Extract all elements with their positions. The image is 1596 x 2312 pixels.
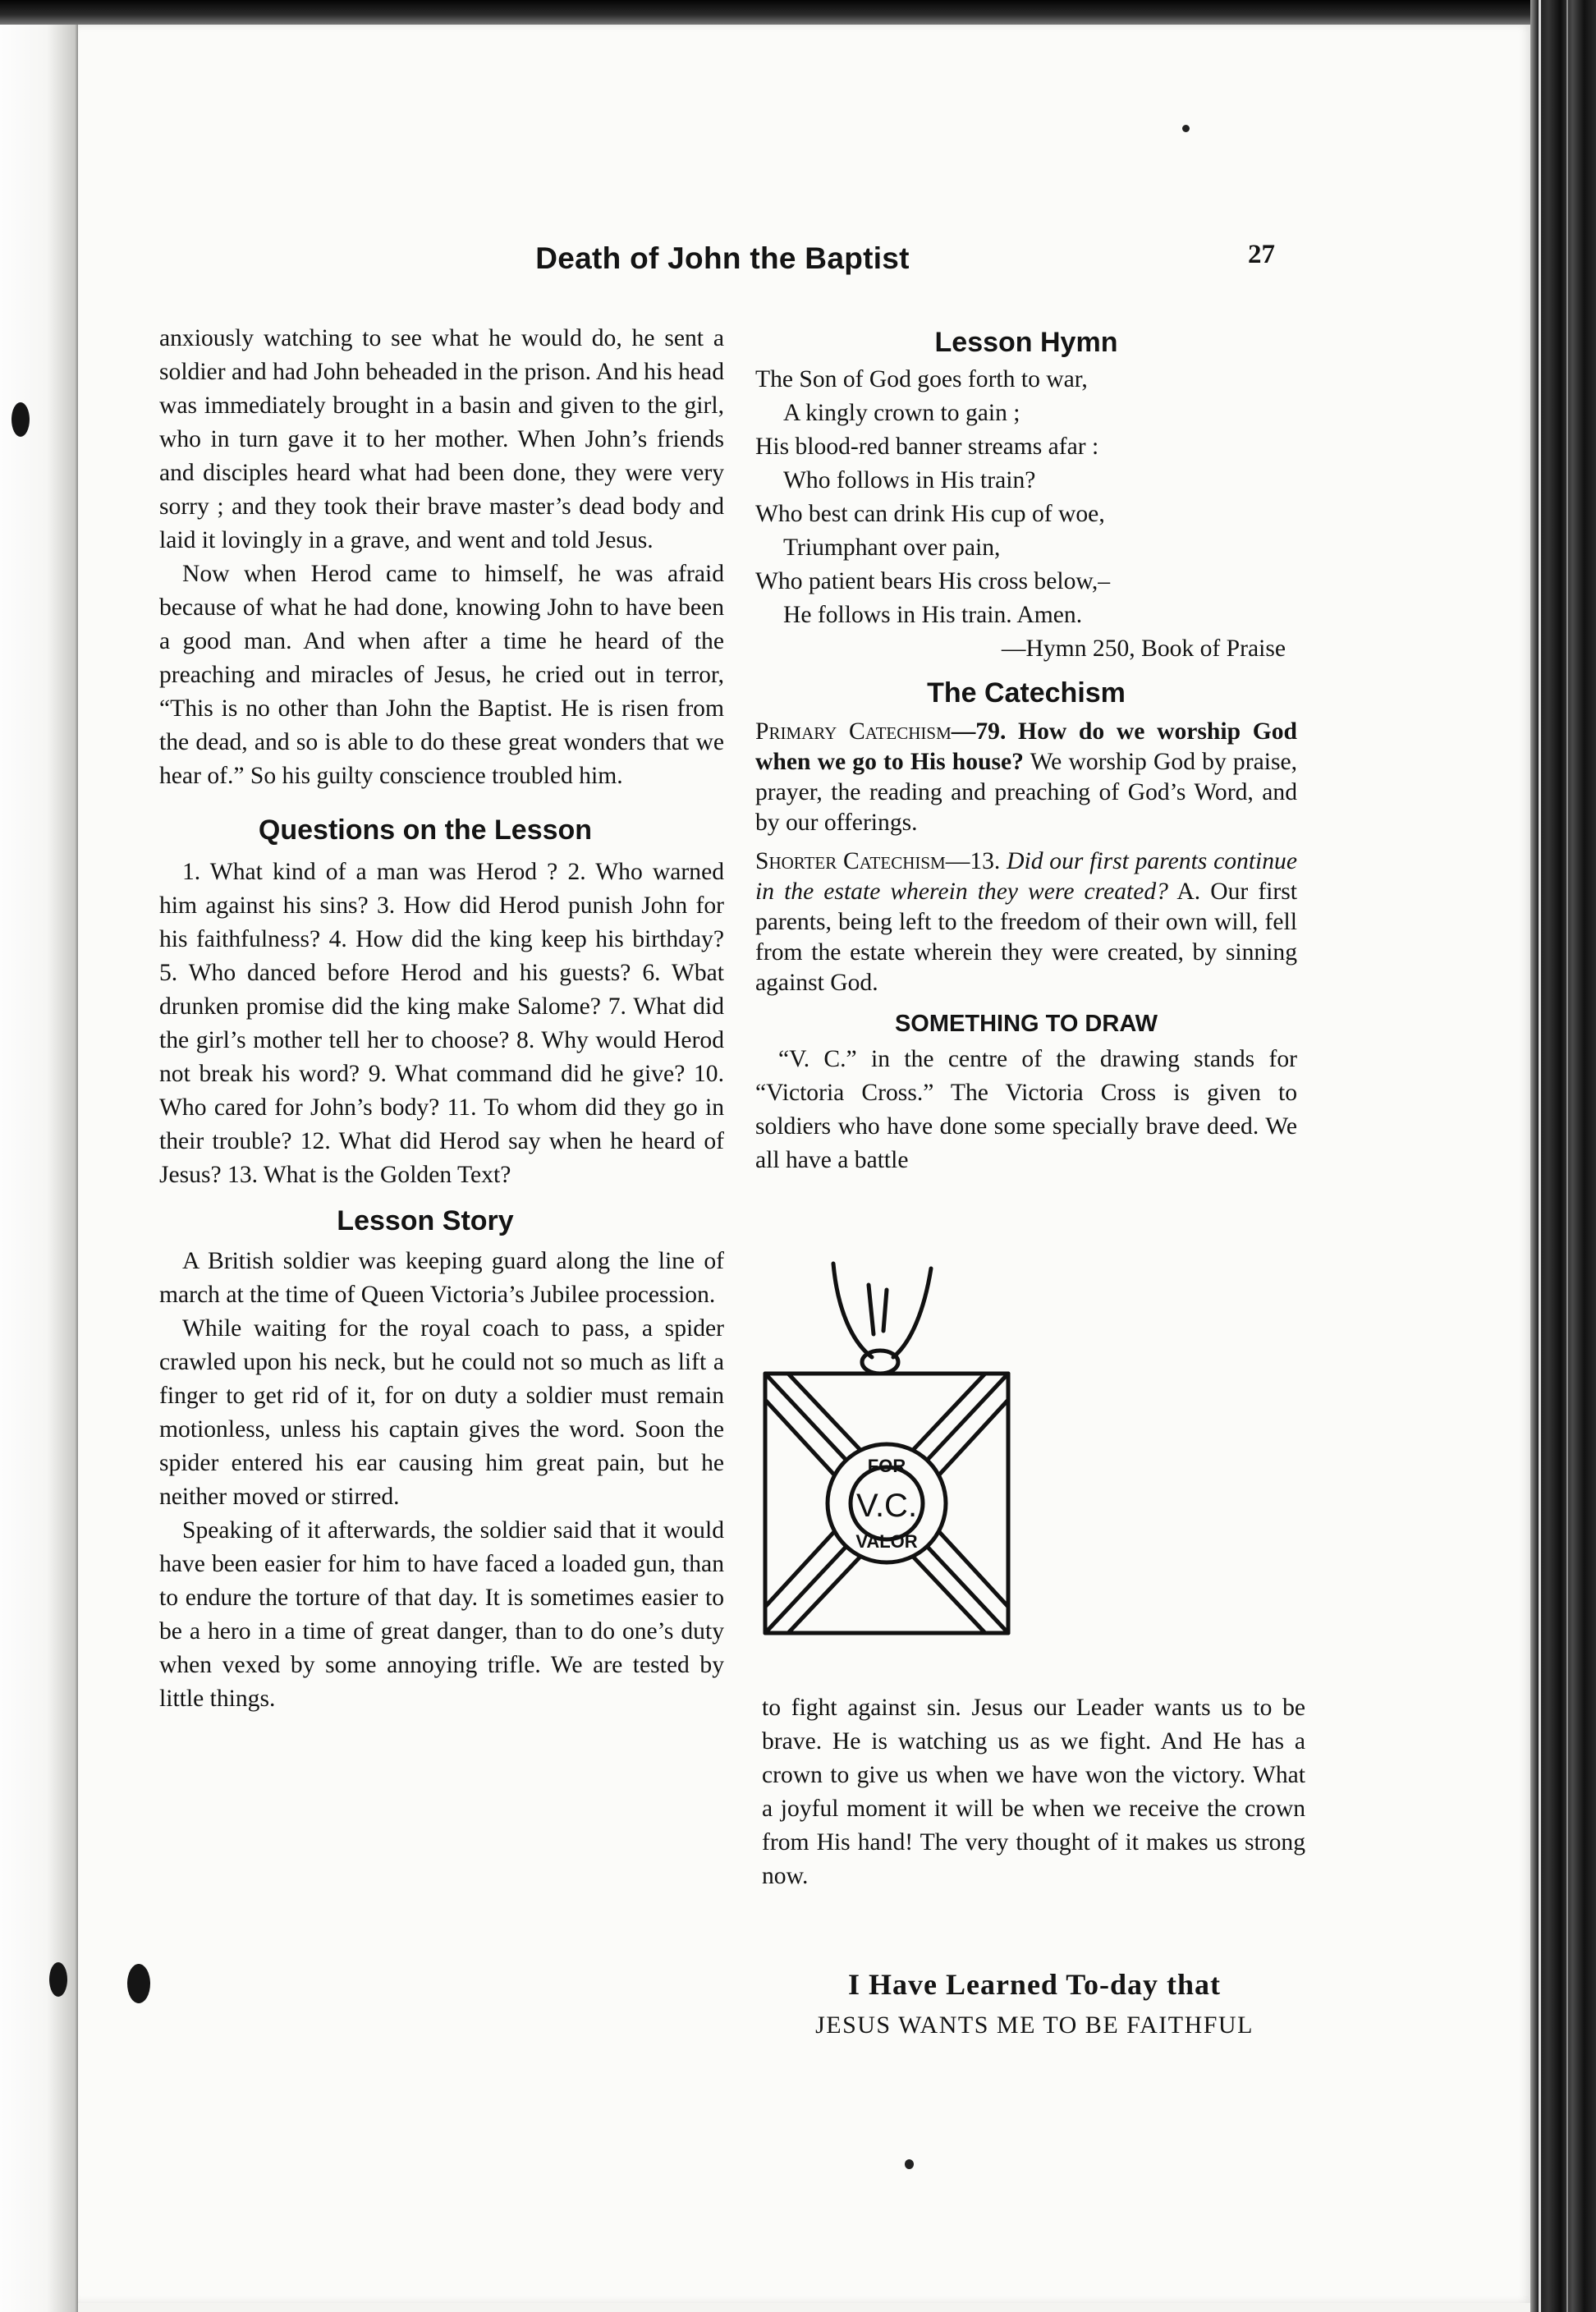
right-column xyxy=(755,322,1297,1177)
hymn-line: Who follows in His train? xyxy=(783,467,1036,493)
lesson-story-heading: Lesson Story xyxy=(337,1205,514,1236)
questions-heading: Questions on the Lesson xyxy=(258,814,593,846)
primary-catechism xyxy=(755,717,1297,838)
draw-paragraph: “V. C.” in the centre of the drawing stands for “Victoria Cross.” The Victoria Cross is given to soldiers who have done some specially brave deed. We all have a battle xyxy=(755,1046,1297,1173)
primary-catechism-number: —79. xyxy=(951,718,1007,745)
binding-hole xyxy=(11,402,30,437)
medallion-center-text: V.C. xyxy=(855,1488,918,1524)
questions-list: 1. What kind of a man was Herod ? 2. Who warned him against his sins? 3. How did Herod punish John for his faithfulness? 4. How did the king keep his birthday? 5. Who danced before Herod and his guests? 6. Wbat drunken promise did the king make Salome? 7. What did the girl’s mother tell her to choose? 8. Why would Herod not break his word? 9. What command did he give? 10. Who cared for John’s body? 11. To whom did they go in their trouble? 12. What did Herod say when he heard of Jesus? 13. What is the Golden Text? xyxy=(159,859,724,1188)
hymn-line: Who patient bears His cross below,– xyxy=(755,568,1111,594)
binding-highlight xyxy=(1566,0,1568,2312)
ribbon-stripe xyxy=(883,1290,887,1331)
victoria-cross-figure xyxy=(755,1260,1322,1654)
draw-heading: SOMETHING TO DRAW xyxy=(894,1011,1158,1037)
running-title: Death of John the Baptist xyxy=(535,241,910,275)
shorter-catechism-number: —13. xyxy=(945,848,1001,874)
victoria-cross-drawing xyxy=(755,1260,1322,1654)
shorter-catechism xyxy=(755,846,1297,998)
primary-catechism-label: Primary Catechism xyxy=(755,718,952,745)
draw-paragraph-continued: to fight against sin. Jesus our Leader wants us to be brave. He is watching us as we fight. And He has a crown to give us when we have won the victory. What a joyful moment it will be when we receive the crown from His hand! The very thought of it makes us strong now. xyxy=(762,1695,1305,1889)
learned-statement: JESUS WANTS ME TO BE FAITHFUL xyxy=(815,2012,1254,2039)
hymn-heading: Lesson Hymn xyxy=(934,327,1118,358)
catechism-heading: The Catechism xyxy=(927,677,1126,709)
left-column xyxy=(159,322,724,1716)
lesson-story-paragraph: Speaking of it afterwards, the soldier said that it would have been easier for him to have faced a loaded gun, than to endure the torture of that day. It is sometimes easier to be a hero in a time of great danger, than to do one’s duty when vexed by some annoying trifle. We are tested by little things. xyxy=(159,1517,724,1712)
hymn-line: Triumphant over pain, xyxy=(783,534,1001,561)
hymn-line: His blood-red banner streams afar : xyxy=(755,434,1099,460)
hymn-line: Who best can drink His cup of woe, xyxy=(755,501,1105,527)
lesson-story-paragraph: While waiting for the royal coach to pass, a spider crawled upon his neck, but he could not so much as lift a finger to get rid of it, for on duty a soldier must remain motionless, unless his captain gives the word. Soon the spider entered his ear causing him great pain, but he neither moved or stirred. xyxy=(159,1315,724,1510)
medallion-top-text: FOR xyxy=(867,1456,906,1476)
primary-catechism-question: How do we worship God when we go to His house? xyxy=(755,718,1297,775)
ink-speck xyxy=(1182,125,1190,132)
story-paragraph: Now when Herod came to himself, he was afraid because of what he had done, knowing John to have been a good man. And when after a time he heard of the preaching and miracles of Jesus, he cried out in terror, “This is no other than John the Baptist. He is risen from the dead, and so is able to do these great wonders that we hear of.” So his guilty conscience troubled him. xyxy=(159,561,724,789)
hymn-line: The Son of God goes forth to war, xyxy=(755,366,1088,392)
left-page-edge xyxy=(0,0,78,2312)
learned-heading: I Have Learned To-day that xyxy=(847,1968,1222,2001)
primary-catechism-answer: We worship God by praise, prayer, the reading and preaching of God’s Word, and by our offerings. xyxy=(755,749,1297,836)
top-shadow xyxy=(0,0,1596,25)
ribbon-stripe xyxy=(869,1285,874,1334)
binding-hole xyxy=(127,1964,150,2003)
lesson-story-paragraph: A British soldier was keeping guard along the line of march at the time of Queen Victoria’s Jubilee procession. xyxy=(159,1248,724,1308)
ribbon-right-line xyxy=(893,1268,931,1357)
book-binding xyxy=(1530,0,1596,2312)
story-paragraph: anxiously watching to see what he would do, he sent a soldier and had John beheaded in the prison. And his head was immediately brought in a basin and given to the girl, who in turn gave it to her mother. When John’s friends and disciples heard what had been done, they were very sorry ; and they took their brave master’s dead body and laid it lovingly in a grave, and went and told Jesus. xyxy=(159,325,724,553)
hymn-text xyxy=(755,363,1297,666)
binding-hole xyxy=(49,1962,67,1997)
medallion-bottom-text: VALOR xyxy=(855,1531,918,1552)
shorter-catechism-question: Did our first parents continue in the estate wherein they were created? xyxy=(755,848,1297,905)
hymn-line: A kingly crown to gain ; xyxy=(783,400,1020,426)
suspension-ring xyxy=(862,1351,898,1374)
ink-speck xyxy=(905,2159,914,2169)
shorter-catechism-answer: A. Our first parents, being left to the freedom of their own will, fell from the estate wherein they were created, by sinning against God. xyxy=(755,878,1297,996)
shorter-catechism-label: Shorter Catechism xyxy=(755,848,946,874)
hymn-line: He follows in His train. Amen. xyxy=(783,602,1083,628)
page-number: 27 xyxy=(1248,240,1275,269)
right-column-continued xyxy=(762,1691,1305,1893)
hymn-source: —Hymn 250, Book of Praise xyxy=(1001,635,1286,662)
binding-highlight xyxy=(1539,0,1541,2312)
ribbon-left-line xyxy=(833,1264,872,1357)
